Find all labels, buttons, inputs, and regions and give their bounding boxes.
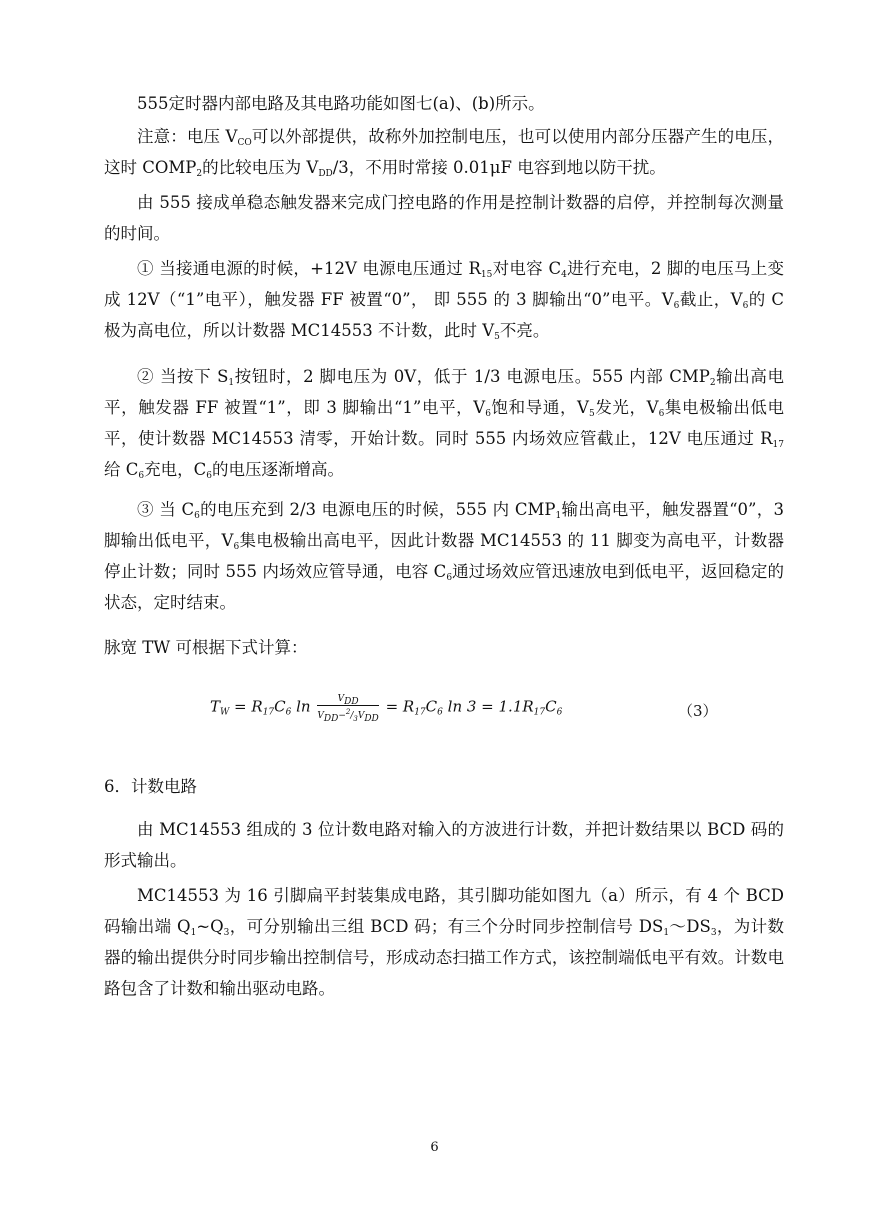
paragraph-note: 注意：电压 $V_{CO}$可以外部提供，故称外加控制电压，也可以使用内部分压器产生的电压，这时 $COMP_2$的比较电压为 $V_{DD}/3$，不用时常接 0.01μF 电容到地以防干扰。 (104, 127, 784, 179)
paragraph-mc14553: MC14553 为 16 引脚扁平封装集成电路，其引脚功能如图九（a）所示，有 4 个 BCD 码输出端 $Q_1\sim Q_3$，可分别输出三组 BCD 码；有三个分时同步控制信号 $DS_1\sim DS_3$，为计数器的输出提供分时同步输出控制信号，形成动态扫描工作方式，该控制端低电平有效。计数电路包含了计数和输出驱动电路。 (104, 886, 784, 998)
paragraph-step-1: ① 当接通电源的时候，+12V 电源电压通过 $R_{15}$对电容 $C_4$进行充电，2 脚的电压马上变成 12V（“1”电平），触发器 FF 被置“0”， 即 555 的 3 脚输出“0”电平。$V_6$截止，$V_6$的 C 极为高电位，所以计数器 MC14553 不计数，此时 $V_5$不亮。 (104, 259, 785, 342)
equation-tw: $T_W = R_{17}C_6$ ln $\frac{V_{DD}}{V_{DD}-^2/_3V_{DD}}$ = $R_{17}C_6$ $\ln 3 = 1.1R_{17}C_6$ (210, 694, 563, 724)
equation-fraction: $\frac{V_{DD}}{V_{DD}-^2/_3V_{DD}}$ (317, 694, 379, 724)
equation-number: （3） (678, 702, 718, 720)
paragraph-pulse-width: 脉宽 TW 可根据下式计算： (104, 638, 308, 657)
page-number: 6 (430, 1140, 439, 1155)
paragraph-step-2: ② 当按下 $S_1$按钮时，2 脚电压为 0V，低于 1/3 电源电压。555 内部 $CMP_2$输出高电平，触发器 FF 被置“1”，即 3 脚输出“1”电平，$V_6$饱和导通，$V_5$发光，$V_6$集电极输出低电平，使计数器 MC14553 清零，开始计数。同时 555 内场效应管截止，12V 电压通过 $R_{17}$给 $C_6$充电，$C_6$的电压逐渐增高。 (104, 367, 785, 481)
paragraph-counter-intro: 由 MC14553 组成的 3 位计数电路对输入的方波进行计数，并把计数结果以 BCD 码的形式输出。 (104, 820, 784, 870)
paragraph-555-intro: 555定时器内部电路及其电路功能如图七(a)、(b)所示。 (137, 94, 545, 113)
section-heading-counter: 6．计数电路 (104, 777, 197, 796)
paragraph-step-3: ③ 当 $C_6$的电压充到 2/3 电源电压的时候，555 内 $CMP_1$输出高电平，触发器置“0”，3 脚输出低电平，$V_6$集电极输出高电平，因此计数器 MC14553 的 11 脚变为高电平，计数器停止计数；同时 555 内场效应管导通，电容 $C_6$通过场效应管迅速放电到低电平，返回稳定的状态，定时结束。 (104, 500, 785, 612)
paragraph-monostable: 由 555 接成单稳态触发器来完成门控电路的作用是控制计数器的启停，并控制每次测量的时间。 (104, 193, 784, 243)
